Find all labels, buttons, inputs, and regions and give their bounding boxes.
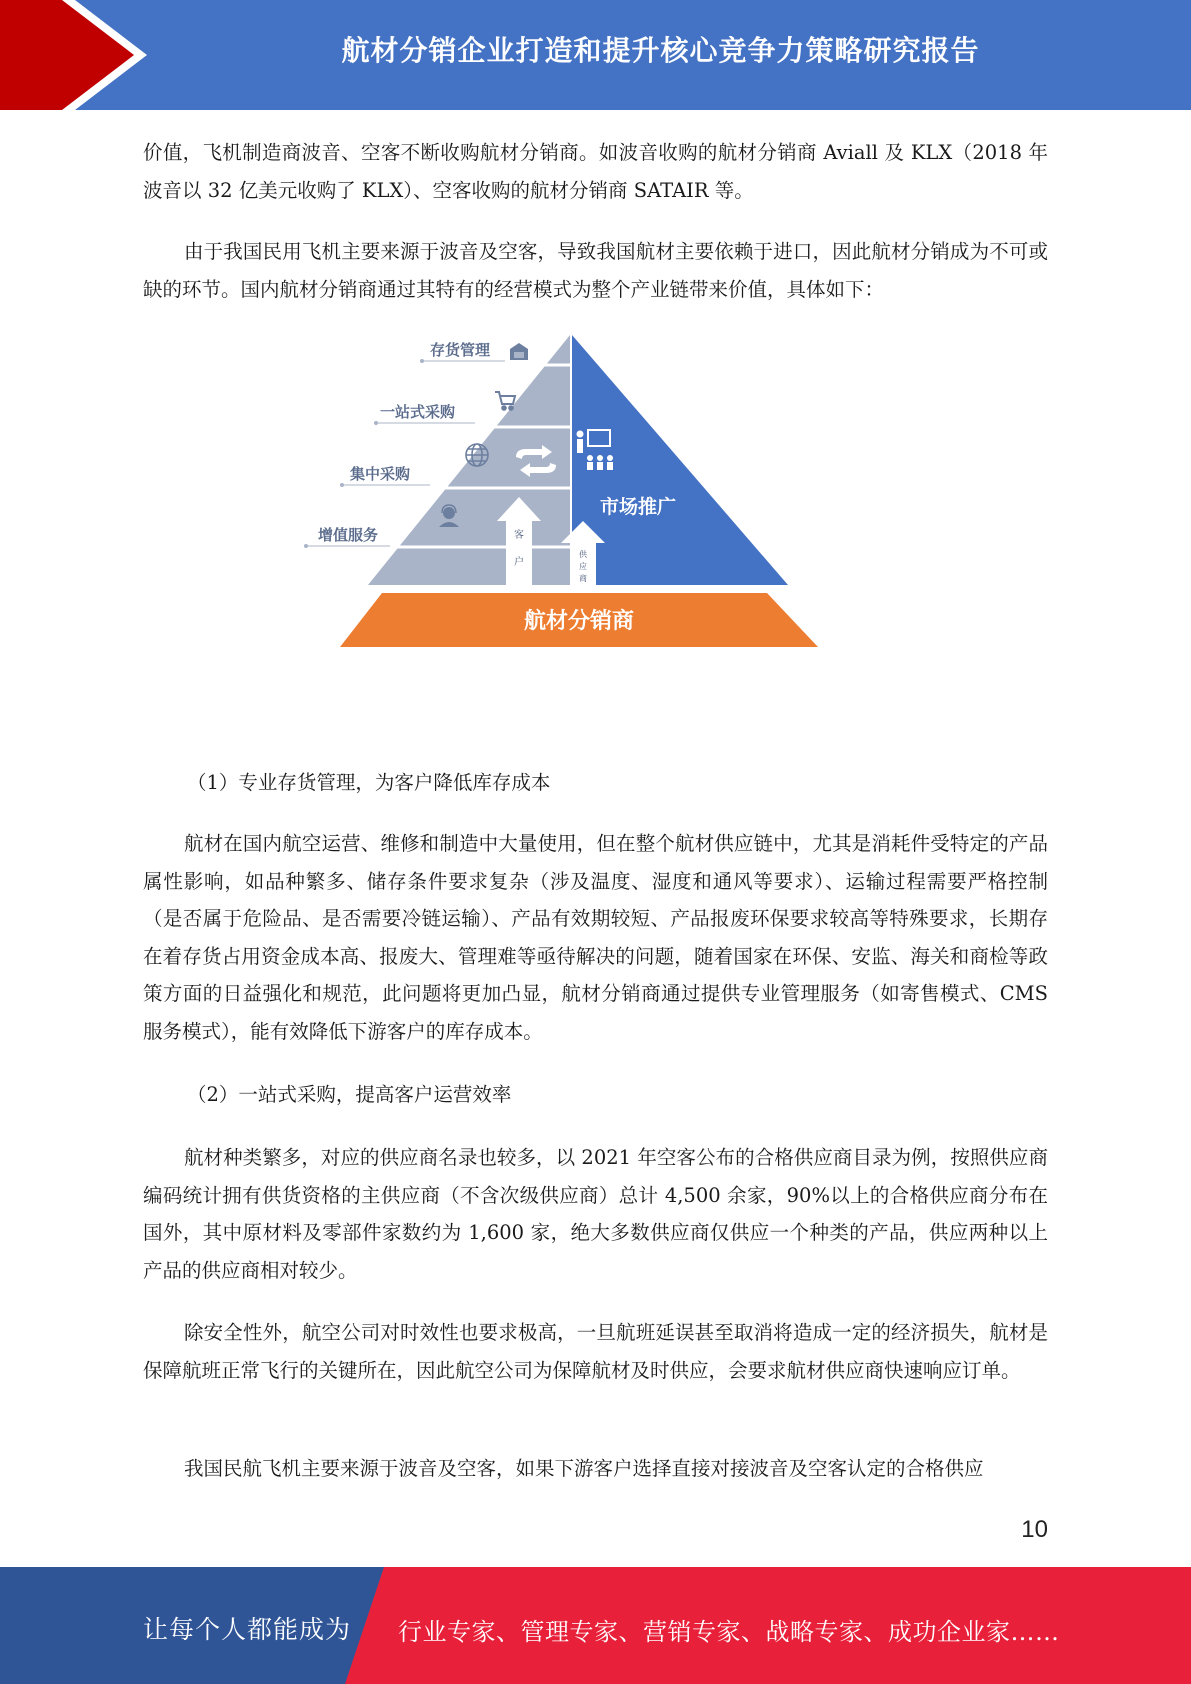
warehouse-icon bbox=[510, 343, 528, 360]
customer-label-2: 户 bbox=[514, 557, 524, 568]
pyramid-right-half bbox=[572, 335, 788, 585]
supplier-label-1: 供 bbox=[579, 550, 587, 559]
cart-icon bbox=[495, 392, 515, 410]
section-heading-1: （1）专业存货管理，为客户降低库存成本 bbox=[187, 771, 551, 794]
paragraph-dependence: 由于我国民用飞机主要来源于波音及空客，导致我国航材主要依赖于进口，因此航材分销成为不可或缺的环节。国内航材分销商通过其特有的经营模式为整个产业链带来价值，具体如下： bbox=[143, 240, 1048, 301]
paragraph-intro-continued: 价值，飞机制造商波音、空客不断收购航材分销商。如波音收购的航材分销商 Aviall 及 KLX（2018 年波音以 32 亿美元收购了 KLX）、空客收购的航材分销商 SATAIR 等。 bbox=[143, 141, 1048, 202]
label-central: 集中采购 bbox=[350, 465, 411, 483]
supplier-label-2: 应 bbox=[579, 562, 587, 571]
paragraph-source: 我国民航飞机主要来源于波音及空客，如果下游客户选择直接对接波音及空客认定的合格供应 bbox=[184, 1457, 984, 1480]
label-one-stop: 一站式采购 bbox=[380, 403, 456, 421]
label-market: 市场推广 bbox=[600, 496, 677, 518]
footer-slogan-right: 行业专家、管理专家、营销专家、战略专家、成功企业家…… bbox=[398, 1618, 1060, 1646]
page-number: 10 bbox=[1021, 1516, 1048, 1543]
paragraph-one-stop-purchasing: 航材种类繁多，对应的供应商名录也较多，以 2021 年空客公布的合格供应商目录为例，按照供应商编码统计拥有供货资格的主供应商（不含次级供应商）总计 4,500 余家，90%以上的合格供应商分布在国外，其中原材料及零部件家数约为 1,600 家，绝大多数供应商仅供应一个种类的产品，供应两种以上产品的供应商相对较少。 bbox=[143, 1146, 1048, 1282]
label-inventory: 存货管理 bbox=[430, 341, 491, 359]
base-label: 航材分销商 bbox=[523, 609, 635, 634]
section-heading-2: （2）一站式采购，提高客户运营效率 bbox=[187, 1083, 512, 1106]
value-pyramid-diagram bbox=[300, 325, 860, 655]
customer-label-1: 客 bbox=[514, 530, 524, 541]
report-title: 航材分销企业打造和提升核心竞争力策略研究报告 bbox=[341, 34, 980, 67]
footer-slogan-left: 让每个人都能成为 bbox=[143, 1615, 352, 1644]
paragraph-inventory-management: 航材在国内航空运营、维修和制造中大量使用，但在整个航材供应链中，尤其是消耗件受特定的产品属性影响，如品种繁多、储存条件要求复杂（涉及温度、湿度和通风等要求）、运输过程需要严格控制（是否属于危险品、是否需要冷链运输）、产品有效期较短、产品报废环保要求较高等特殊要求，长期存在着存货占用资金成本高、报废大、管理难等亟待解决的问题，随着国家在环保、安监、海关和商检等政策方面的日益强化和规范，此问题将更加凸显，航材分销商通过提供专业管理服务（如寄售模式、CMS 服务模式），能有效降低下游客户的库存成本。 bbox=[143, 832, 1048, 1043]
label-value-added: 增值服务 bbox=[318, 526, 379, 544]
supplier-label-3: 商 bbox=[579, 574, 587, 583]
header-band bbox=[0, 0, 1191, 110]
paragraph-timeliness: 除安全性外，航空公司对时效性也要求极高，一旦航班延误甚至取消将造成一定的经济损失，航材是保障航班正常飞行的关键所在，因此航空公司为保障航材及时供应，会要求航材供应商快速响应订单。 bbox=[143, 1321, 1048, 1382]
header-arrow-decoration bbox=[0, 0, 160, 110]
